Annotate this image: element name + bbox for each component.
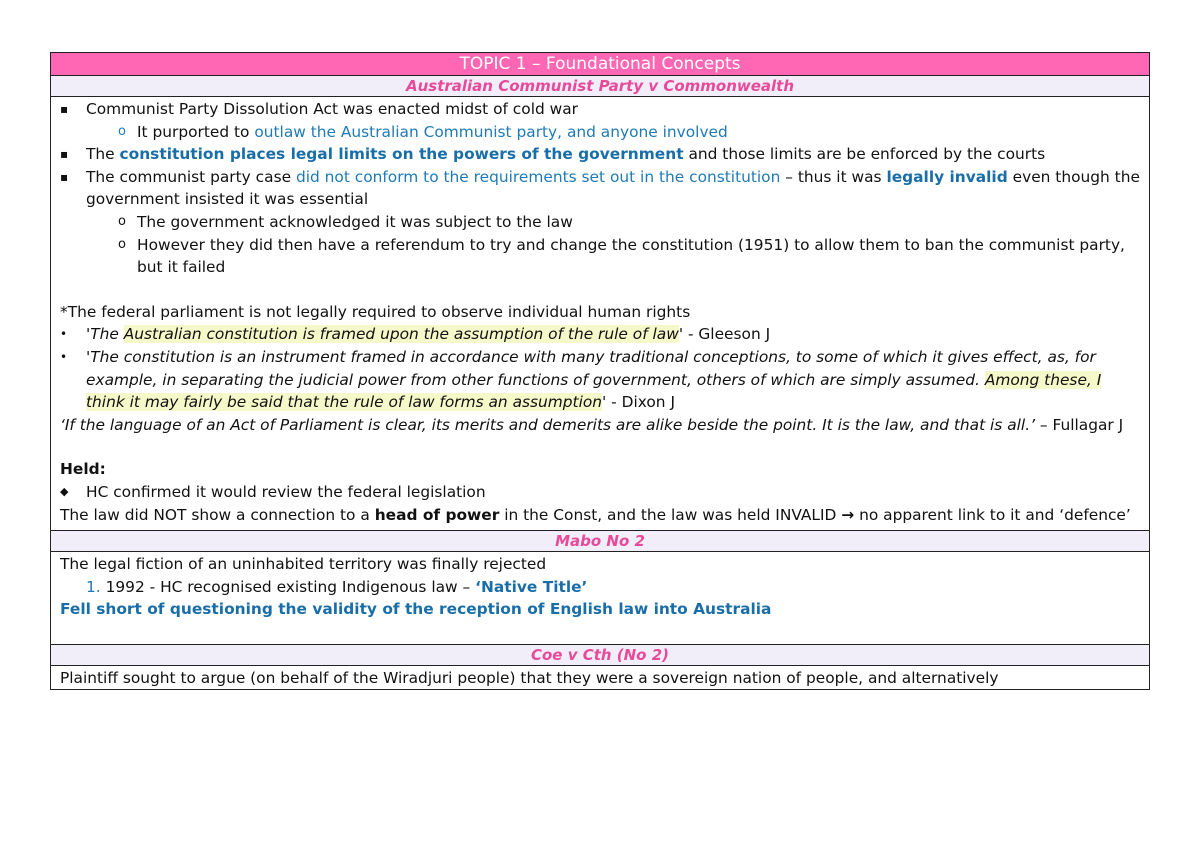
held-item [60,481,1141,504]
emphasis-text: constitution places legal limits on the powers of the government [119,145,684,164]
case-body-communist-party [51,97,1150,531]
diamond-bullet-icon: ◆ [60,484,69,498]
bullet-text: even though the government insisted it was essential [86,167,1140,209]
bullet-text: The communist party case [86,167,296,186]
case-heading-mabo: Mabo No 2 [51,531,1150,552]
quote-text: 'The [86,325,124,344]
held-paragraph [60,504,1141,527]
highlighted-quote: Australian constitution is framed upon the assumption of the rule of law [123,325,679,344]
notes-table [50,52,1150,690]
bullet-item [60,143,1141,166]
emphasis-text: head of power [374,505,500,524]
circle-bullet-icon: o [118,123,126,139]
held-text: in the Const, and the law was held INVALID [499,505,842,524]
topic-title: TOPIC 1 – Foundational Concepts [51,53,1150,76]
bullet-text: and those limits are be enforced by the courts [683,145,1046,164]
case-body-mabo [51,552,1150,645]
quote-text: ' [678,325,684,344]
quote-text: ‘If the language of an Act of Parliament is clear, its merits and demerits are alike beside the point. It is the law, and that is all.’ [60,415,1035,434]
quote-text: ' [602,393,607,412]
list-number: 1. [86,577,101,596]
sub-bullet-text: However they did then have a referendum to try and change the constitution (1951) to allow them to ban the communist party, but it failed [137,235,1125,277]
case-heading-coe: Coe v Cth (No 2) [51,644,1150,665]
body-line: The legal fiction of an uninhabited territory was finally rejected [60,555,547,574]
highlighted-text: outlaw the Australian Communist party, and anyone involved [254,122,728,141]
numbered-item [60,576,1141,599]
square-bullet-icon: ▪ [60,147,69,162]
sub-bullet-text: The government acknowledged it was subject to the law [137,212,573,231]
quote-item [60,323,1141,346]
emphasis-text: legally invalid [886,167,1008,186]
bullet-item [60,166,1141,211]
sub-bullet-item [60,121,1141,144]
quote-paragraph [60,414,1141,437]
sub-bullet-item [60,234,1141,279]
arrow-right-icon: → [841,505,855,524]
bullet-text: Communist Party Dissolution Act was enacted midst of cold war [86,100,578,118]
dot-bullet-icon: • [60,327,68,342]
bullet-item [60,98,1141,121]
held-label: Held: [60,460,106,479]
sub-bullet-item [60,211,1141,234]
sub-bullet-text: It purported to [137,122,255,141]
square-bullet-icon: ▪ [60,102,69,116]
quote-attribution: – Fullagar J [1034,415,1124,434]
held-text: no apparent link to it and ‘defence’ [854,505,1131,524]
case-heading-communist-party: Australian Communist Party v Commonwealth [51,76,1150,97]
spacer [60,436,1141,458]
item-text: 1992 - HC recognised existing Indigenous law – [105,577,476,596]
dot-bullet-icon: • [60,349,68,364]
body-line-emphasis: Fell short of questioning the validity of the reception of English law into Australia [60,600,772,619]
highlighted-text: did not conform to the requirements set out in the constitution [295,167,781,186]
circle-bullet-icon: o [118,236,126,252]
case-body-coe [51,665,1150,690]
square-bullet-icon: ▪ [60,169,69,184]
bullet-text: – thus it was [780,167,887,186]
quote-text: 'The constitution is an instrument framed in accordance with many traditional conceptions, to some of which it gives effect, as, for example, in separating the judicial power from other functions of government, others of which are simply assumed. [86,347,1096,389]
emphasis-text: ‘Native Title’ [475,577,588,596]
bullet-text: The [86,145,120,164]
highlighted-quote: Among these, I think it may fairly be said that the rule of law forms an assumption [86,370,1102,412]
document-page [50,52,1150,690]
quote-attribution: - Dixon J [606,393,675,412]
circle-bullet-icon: o [118,213,126,229]
quote-item [60,346,1141,414]
spacer [60,279,1141,301]
quote-attribution: - Gleeson J [683,325,771,344]
body-line: Plaintiff sought to argue (on behalf of the Wiradjuri people) that they were a sovereign nation of people, and alternatively [60,668,999,687]
held-text: HC confirmed it would review the federal legislation [86,482,486,501]
note-line: *The federal parliament is not legally required to observe individual human rights [60,302,691,321]
held-text: The law did NOT show a connection to a [60,505,375,524]
